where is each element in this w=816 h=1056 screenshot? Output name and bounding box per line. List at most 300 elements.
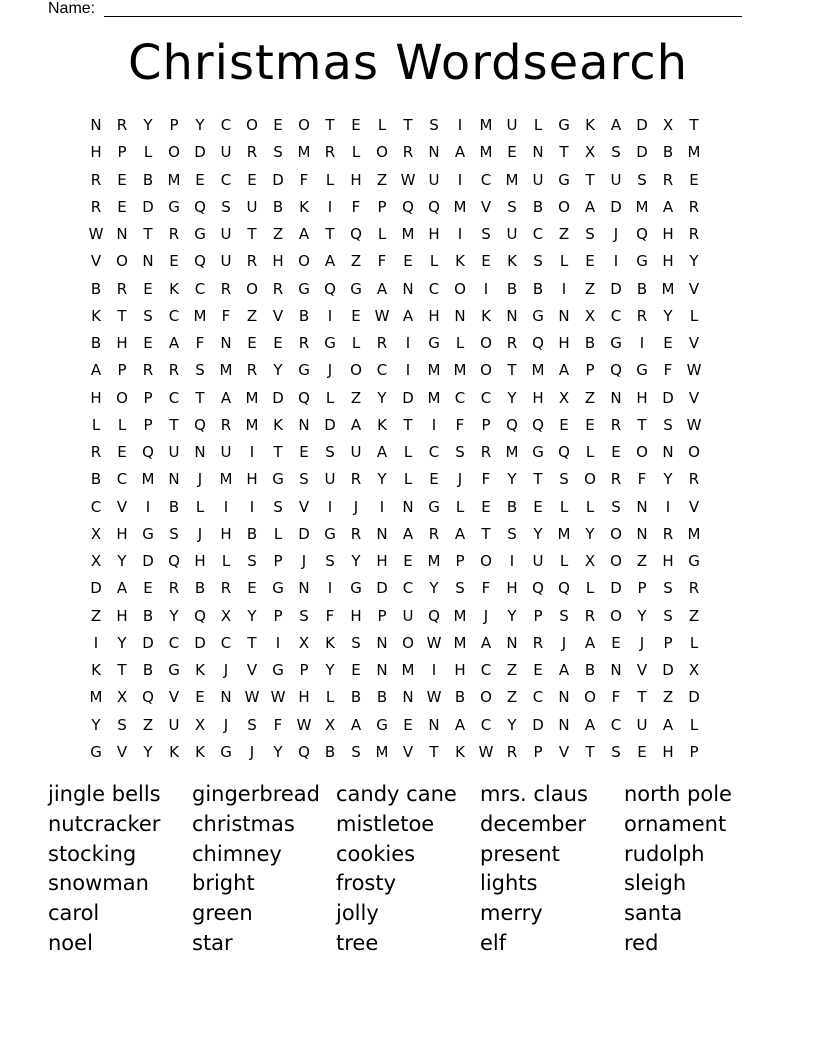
grid-letter: I [431, 661, 437, 679]
grid-letter: U [402, 606, 414, 625]
grid-letter: M [453, 606, 467, 625]
grid-letter: I [145, 497, 151, 516]
grid-letter: G [350, 579, 362, 598]
grid-letter: A [558, 361, 570, 380]
grid-letter: N [636, 497, 648, 516]
grid-letter: C [532, 688, 544, 707]
grid-letter: F [221, 306, 231, 325]
grid-letter: H [272, 252, 284, 271]
grid-letter: C [168, 633, 180, 652]
grid-letter: F [299, 170, 309, 189]
grid-letter: Z [506, 688, 518, 707]
grid-letter: I [327, 497, 333, 516]
word-item: north pole [624, 782, 732, 806]
grid-letter: N [610, 388, 622, 407]
grid-letter: Q [610, 361, 622, 380]
grid-letter: L [559, 552, 569, 570]
grid-letter: M [401, 661, 415, 679]
grid-letter: U [220, 443, 232, 461]
grid-letter: R [220, 415, 232, 434]
grid-letter: P [299, 661, 309, 679]
grid-letter: B [272, 197, 284, 216]
grid-letter: O [480, 552, 492, 570]
word-item: noel [48, 930, 93, 955]
grid-letter: Q [298, 388, 310, 407]
grid-letter: B [168, 497, 180, 516]
grid-letter: Q [194, 197, 206, 216]
name-underline [104, 16, 742, 17]
grid-letter: Y [377, 470, 387, 489]
grid-letter: Y [91, 715, 101, 734]
grid-letter: E [611, 633, 621, 652]
grid-letter: P [455, 552, 465, 570]
grid-letter: L [377, 225, 387, 243]
grid-letter: D [610, 579, 622, 598]
grid-letter: G [428, 334, 440, 352]
grid-letter: X [90, 524, 102, 543]
grid-letter: Q [636, 225, 648, 243]
grid-letter: E [403, 715, 413, 734]
grid-letter: Q [402, 197, 414, 216]
grid-letter: P [377, 197, 387, 216]
grid-letter: U [220, 252, 232, 271]
grid-letter: S [559, 606, 569, 625]
grid-letter: O [610, 524, 622, 543]
grid-letter: V [402, 742, 414, 761]
grid-letter: A [220, 388, 232, 407]
grid-letter: L [559, 252, 569, 271]
page-title: Christmas Wordsearch [127, 35, 689, 91]
word-item: december [480, 811, 587, 836]
grid-letter: S [455, 443, 465, 461]
grid-letter: R [168, 361, 180, 380]
grid-letter: S [325, 443, 335, 461]
grid-letter: X [662, 116, 674, 134]
grid-letter: G [168, 661, 180, 679]
grid-letter: T [247, 633, 257, 652]
grid-letter: C [168, 306, 180, 325]
grid-letter: S [611, 143, 621, 162]
grid-letter: P [689, 742, 699, 761]
word-item: mrs. claus [480, 782, 588, 806]
grid-letter: Y [169, 606, 179, 625]
grid-letter: P [169, 116, 179, 134]
grid-letter: Y [507, 606, 517, 625]
grid-letter: U [610, 170, 622, 189]
grid-letter: T [507, 361, 517, 380]
grid-letter: H [194, 552, 206, 570]
grid-letter: Y [507, 388, 517, 407]
word-item: nutcracker [48, 811, 161, 836]
grid-letter: V [116, 497, 128, 516]
word-column [480, 780, 624, 959]
grid-letter: U [220, 143, 232, 162]
grid-letter: G [90, 742, 102, 761]
grid-letter: X [688, 661, 700, 679]
grid-letter: O [246, 116, 258, 134]
grid-letter: L [689, 715, 699, 734]
word-item: elf [480, 930, 507, 955]
word-item: bright [192, 871, 255, 896]
grid-letter: T [117, 661, 127, 679]
grid-letter: N [90, 116, 102, 134]
grid-letter: G [272, 579, 284, 598]
grid-letter: N [428, 715, 440, 734]
grid-letter: G [376, 715, 388, 734]
grid-letter: S [637, 170, 647, 189]
grid-letter: I [249, 443, 255, 461]
grid-letter: G [298, 361, 310, 380]
grid-letter: Y [195, 116, 205, 134]
grid-letter: U [350, 443, 362, 461]
grid-letter: E [273, 116, 283, 134]
grid-letter: K [195, 742, 205, 761]
grid-letter: M [453, 633, 467, 652]
grid-letter: M [401, 225, 415, 243]
grid-letter: D [298, 524, 310, 543]
grid-letter: T [585, 742, 595, 761]
grid-letter: S [117, 715, 127, 734]
grid-letter: R [90, 197, 102, 216]
grid-letter: I [275, 633, 281, 652]
grid-letter: K [325, 633, 335, 652]
word-item: cookies [336, 841, 416, 866]
grid-letter: U [220, 225, 232, 243]
grid-letter: P [663, 633, 673, 652]
grid-letter: J [197, 470, 203, 489]
grid-letter: E [481, 252, 491, 271]
grid-letter: N [220, 334, 232, 352]
grid-letter: V [480, 197, 492, 216]
word-column [624, 780, 768, 959]
grid-letter: G [324, 334, 336, 352]
grid-letter: C [376, 361, 388, 380]
grid-letter: Z [350, 388, 362, 407]
grid-letter: I [665, 497, 671, 516]
grid-letter: V [90, 252, 102, 271]
grid-letter: G [688, 552, 700, 570]
grid-letter: G [168, 197, 180, 216]
grid-letter: A [298, 225, 310, 243]
grid-letter: E [117, 443, 127, 461]
word-column [336, 780, 480, 959]
grid-letter: G [272, 470, 284, 489]
grid-letter: D [142, 197, 154, 216]
grid-letter: S [247, 552, 257, 570]
grid-letter: K [91, 661, 101, 679]
grid-letter: N [558, 715, 570, 734]
grid-letter: V [298, 497, 310, 516]
grid-letter: H [90, 388, 102, 407]
grid-letter: G [532, 306, 544, 325]
grid-letter: B [662, 143, 674, 162]
grid-letter: Y [117, 633, 127, 652]
grid-letter: W [374, 306, 390, 325]
grid-letter: I [405, 361, 411, 380]
grid-letter: G [142, 524, 154, 543]
grid-letter: L [585, 497, 595, 516]
grid-letter: E [273, 334, 283, 352]
grid-letter: M [505, 443, 519, 461]
grid-letter: Z [376, 170, 388, 189]
grid-letter: E [611, 443, 621, 461]
grid-letter: X [584, 552, 596, 570]
grid-letter: K [585, 116, 595, 134]
grid-letter: P [377, 606, 387, 625]
grid-letter: D [194, 143, 206, 162]
grid-letter: D [662, 388, 674, 407]
grid-letter: H [350, 170, 362, 189]
grid-letter: P [585, 361, 595, 380]
grid-letter: S [611, 497, 621, 516]
grid-letter: Y [585, 524, 595, 543]
grid-letter: J [197, 524, 203, 543]
grid-letter: X [558, 388, 570, 407]
grid-letter: B [324, 742, 336, 761]
grid-letter: K [455, 742, 465, 761]
grid-letter: S [247, 715, 257, 734]
grid-letter: N [558, 306, 570, 325]
grid-letter: Q [194, 606, 206, 625]
grid-letter: O [584, 470, 596, 489]
grid-letter: L [325, 388, 335, 407]
grid-letter: C [90, 497, 102, 516]
grid-letter: X [298, 633, 310, 652]
grid-letter: Q [142, 688, 154, 707]
grid-letter: P [533, 742, 543, 761]
grid-letter: S [663, 579, 673, 598]
grid-letter: E [351, 306, 361, 325]
grid-letter: E [143, 579, 153, 598]
grid-letter: R [480, 443, 492, 461]
grid-letter: R [688, 197, 700, 216]
grid-letter: V [636, 661, 648, 679]
grid-letter: S [273, 497, 283, 516]
grid-letter: A [402, 306, 414, 325]
grid-letter: L [221, 552, 231, 570]
grid-letter: C [220, 116, 232, 134]
grid-letter: B [584, 334, 596, 352]
grid-letter: S [663, 606, 673, 625]
grid-letter: F [377, 252, 387, 271]
grid-letter: G [532, 443, 544, 461]
grid-letter: T [403, 116, 413, 134]
grid-letter: R [662, 524, 674, 543]
grid-letter: E [351, 116, 361, 134]
grid-letter: Y [533, 524, 543, 543]
grid-letter: X [194, 715, 206, 734]
grid-letter: A [376, 443, 388, 461]
grid-letter: H [662, 552, 674, 570]
grid-letter: R [324, 143, 336, 162]
grid-letter: U [636, 715, 648, 734]
grid-letter: K [195, 661, 205, 679]
grid-letter: F [325, 606, 335, 625]
grid-letter: L [143, 143, 153, 162]
grid-letter: U [168, 443, 180, 461]
grid-letter: E [403, 252, 413, 271]
grid-letter: Y [663, 470, 673, 489]
grid-letter: A [454, 715, 466, 734]
grid-letter: L [689, 306, 699, 325]
grid-letter: I [457, 170, 463, 189]
grid-letter: K [481, 306, 491, 325]
grid-letter: I [327, 306, 333, 325]
grid-letter: H [350, 606, 362, 625]
grid-letter: E [247, 579, 257, 598]
grid-letter: L [403, 470, 413, 489]
grid-letter: Q [532, 579, 544, 598]
grid-letter: Z [636, 552, 648, 570]
grid-letter: J [353, 497, 359, 516]
grid-letter: N [298, 415, 310, 434]
grid-letter: S [507, 524, 517, 543]
grid-letter: Q [428, 197, 440, 216]
grid-letter: Z [558, 225, 570, 243]
grid-letter: J [327, 361, 333, 380]
grid-letter: E [117, 170, 127, 189]
grid-letter: S [143, 306, 153, 325]
word-item: candy cane [336, 782, 457, 806]
grid-letter: R [116, 279, 128, 298]
grid-letter: M [245, 388, 259, 407]
grid-letter: G [610, 334, 622, 352]
grid-letter: M [687, 143, 701, 162]
grid-letter: W [686, 415, 702, 434]
grid-letter: R [220, 279, 232, 298]
grid-letter: E [533, 661, 543, 679]
grid-letter: A [584, 715, 596, 734]
grid-letter: H [298, 688, 310, 707]
grid-letter: E [429, 470, 439, 489]
grid-letter: E [351, 661, 361, 679]
grid-letter: M [453, 197, 467, 216]
grid-letter: F [195, 334, 205, 352]
grid-letter: Y [273, 361, 283, 380]
grid-letter: V [272, 306, 284, 325]
grid-letter: M [427, 552, 441, 570]
grid-letter: S [325, 552, 335, 570]
grid-letter: K [507, 252, 517, 271]
grid-letter: I [405, 334, 411, 352]
grid-letter: O [168, 143, 180, 162]
grid-letter: A [480, 633, 492, 652]
grid-letter: I [249, 497, 255, 516]
grid-letter: B [142, 661, 154, 679]
grid-letter: M [427, 361, 441, 380]
word-item: snowman [48, 871, 149, 896]
grid-letter: D [636, 116, 648, 134]
grid-letter: M [245, 415, 259, 434]
grid-letter: Y [637, 606, 647, 625]
grid-letter: E [585, 415, 595, 434]
grid-letter: R [90, 443, 102, 461]
word-item: frosty [336, 871, 397, 896]
grid-letter: D [402, 388, 414, 407]
grid-letter: I [223, 497, 229, 516]
grid-letter: P [481, 415, 491, 434]
grid-letter: O [688, 443, 700, 461]
word-column [192, 780, 336, 959]
grid-letter: Z [142, 715, 154, 734]
grid-letter: Q [324, 279, 336, 298]
grid-letter: R [376, 334, 388, 352]
grid-letter: B [90, 470, 102, 489]
grid-letter: J [457, 470, 463, 489]
grid-letter: X [116, 688, 128, 707]
grid-letter: R [428, 524, 440, 543]
grid-letter: E [689, 170, 699, 189]
grid-letter: G [428, 497, 440, 516]
grid-letter: T [533, 470, 543, 489]
grid-letter: A [90, 361, 102, 380]
grid-letter: Z [662, 688, 674, 707]
grid-letter: U [506, 116, 518, 134]
grid-letter: N [376, 524, 388, 543]
grid-letter: B [194, 579, 206, 598]
grid-letter: V [116, 742, 128, 761]
grid-letter: P [117, 361, 127, 380]
grid-letter: O [298, 252, 310, 271]
grid-letter: H [220, 524, 232, 543]
grid-letter: B [142, 170, 154, 189]
grid-letter: J [223, 715, 229, 734]
grid-letter: N [402, 688, 414, 707]
grid-letter: C [220, 633, 232, 652]
grid-letter: C [194, 279, 206, 298]
grid-letter: N [402, 497, 414, 516]
grid-letter: E [663, 334, 673, 352]
name-line [48, 0, 748, 20]
grid-letter: R [688, 579, 700, 598]
grid-letter: E [481, 497, 491, 516]
grid-letter: H [116, 606, 128, 625]
grid-letter: E [143, 279, 153, 298]
grid-letter: Q [532, 334, 544, 352]
grid-letter: G [194, 225, 206, 243]
grid-letter: B [90, 279, 102, 298]
grid-letter: T [273, 443, 283, 461]
grid-letter: L [195, 497, 205, 516]
grid-letter: H [376, 552, 388, 570]
grid-letter: T [429, 742, 439, 761]
grid-letter: N [376, 661, 388, 679]
grid-letter: K [169, 279, 179, 298]
grid-letter: H [506, 579, 518, 598]
word-item: gingerbread [192, 782, 320, 806]
grid-letter: S [481, 225, 491, 243]
grid-letter: M [141, 470, 155, 489]
grid-letter: L [351, 143, 361, 162]
grid-letter: M [479, 116, 493, 134]
grid-letter: S [273, 143, 283, 162]
grid-letter: E [299, 443, 309, 461]
grid-letter: T [585, 170, 595, 189]
grid-letter: G [636, 361, 648, 380]
grid-letter: R [168, 579, 180, 598]
grid-letter: U [506, 225, 518, 243]
grid-letter: R [402, 143, 414, 162]
grid-letter: B [298, 306, 310, 325]
grid-letter: F [611, 688, 621, 707]
grid-letter: N [168, 470, 180, 489]
grid-letter: A [584, 633, 596, 652]
grid-letter: E [637, 742, 647, 761]
grid-letter: W [88, 225, 104, 243]
grid-letter: H [428, 225, 440, 243]
grid-letter: L [351, 334, 361, 352]
grid-letter: T [325, 225, 335, 243]
